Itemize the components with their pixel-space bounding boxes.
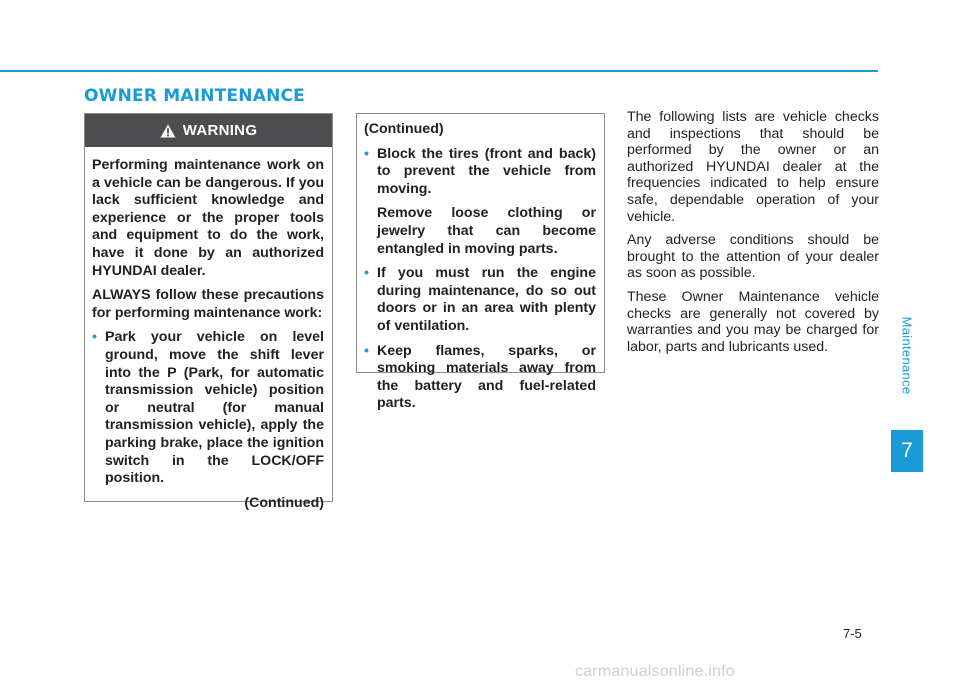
body-paragraph-3: These Owner Maintenance vehicle checks are generally not covered by warranties and you may be charged for labor, parts and lubricants used.	[627, 288, 879, 355]
warning-triangle-icon	[160, 124, 176, 138]
chapter-number: 7	[901, 439, 913, 462]
continued-bullet-tires: • Block the tires (front and back) to prevent the vehicle from moving.	[364, 146, 596, 199]
body-paragraph-2: Any adverse conditions should be brought to the attention of your dealer as soon as possible.	[627, 232, 879, 282]
continued-sub-clothing: Remove loose clothing or jewelry that can become entangled in moving parts.	[377, 205, 596, 257]
continued-label: (Continued)	[364, 121, 444, 137]
warning-body	[85, 147, 332, 512]
section-title: OWNER MAINTENANCE	[84, 86, 305, 106]
warning-continued: (Continued)	[244, 494, 324, 511]
chapter-side-label-text: Maintenance	[899, 316, 915, 394]
continued-box	[356, 113, 605, 412]
warning-header	[85, 114, 332, 147]
warning-always: ALWAYS follow these precautions for performing maintenance work:	[92, 287, 324, 321]
body-text-column	[627, 109, 879, 362]
page-number: 7-5	[843, 626, 862, 641]
warning-intro: Performing maintenance work on a vehicle can be dangerous. If you lack sufficient knowledge and experience or the proper tools and equipment to do the work, have it done by an authorized HYUNDAI dealer.	[92, 157, 324, 279]
continued-bullet-flames: • Keep flames, sparks, or smoking materials away from the battery and fuel-related parts.	[364, 343, 596, 413]
chapter-tab	[891, 430, 923, 472]
warning-header-label: WARNING	[182, 122, 258, 139]
continued-bullet-engine: • If you must run the engine during maintenance, do so out doors or in an area with plenty of ventilation.	[364, 265, 596, 335]
watermark: carmanualsonline.info	[575, 663, 735, 680]
continued-body	[357, 114, 604, 413]
warning-box	[84, 113, 333, 511]
warning-bullet-park: • Park your vehicle on level ground, move the shift lever into the P (Park, for automatic transmission vehicle) position or neutral (for manual transmission vehicle), apply the parking brake, place the ignition switch in the LOCK/OFF position.	[92, 329, 324, 487]
chapter-side-label	[891, 285, 923, 425]
header-rule	[0, 70, 878, 72]
body-paragraph-1: The following lists are vehicle checks and inspections that should be performed by the owner or an authorized HYUNDAI dealer at the frequencies indicated to help ensure safe, dependable operation of your vehicle.	[627, 109, 879, 225]
